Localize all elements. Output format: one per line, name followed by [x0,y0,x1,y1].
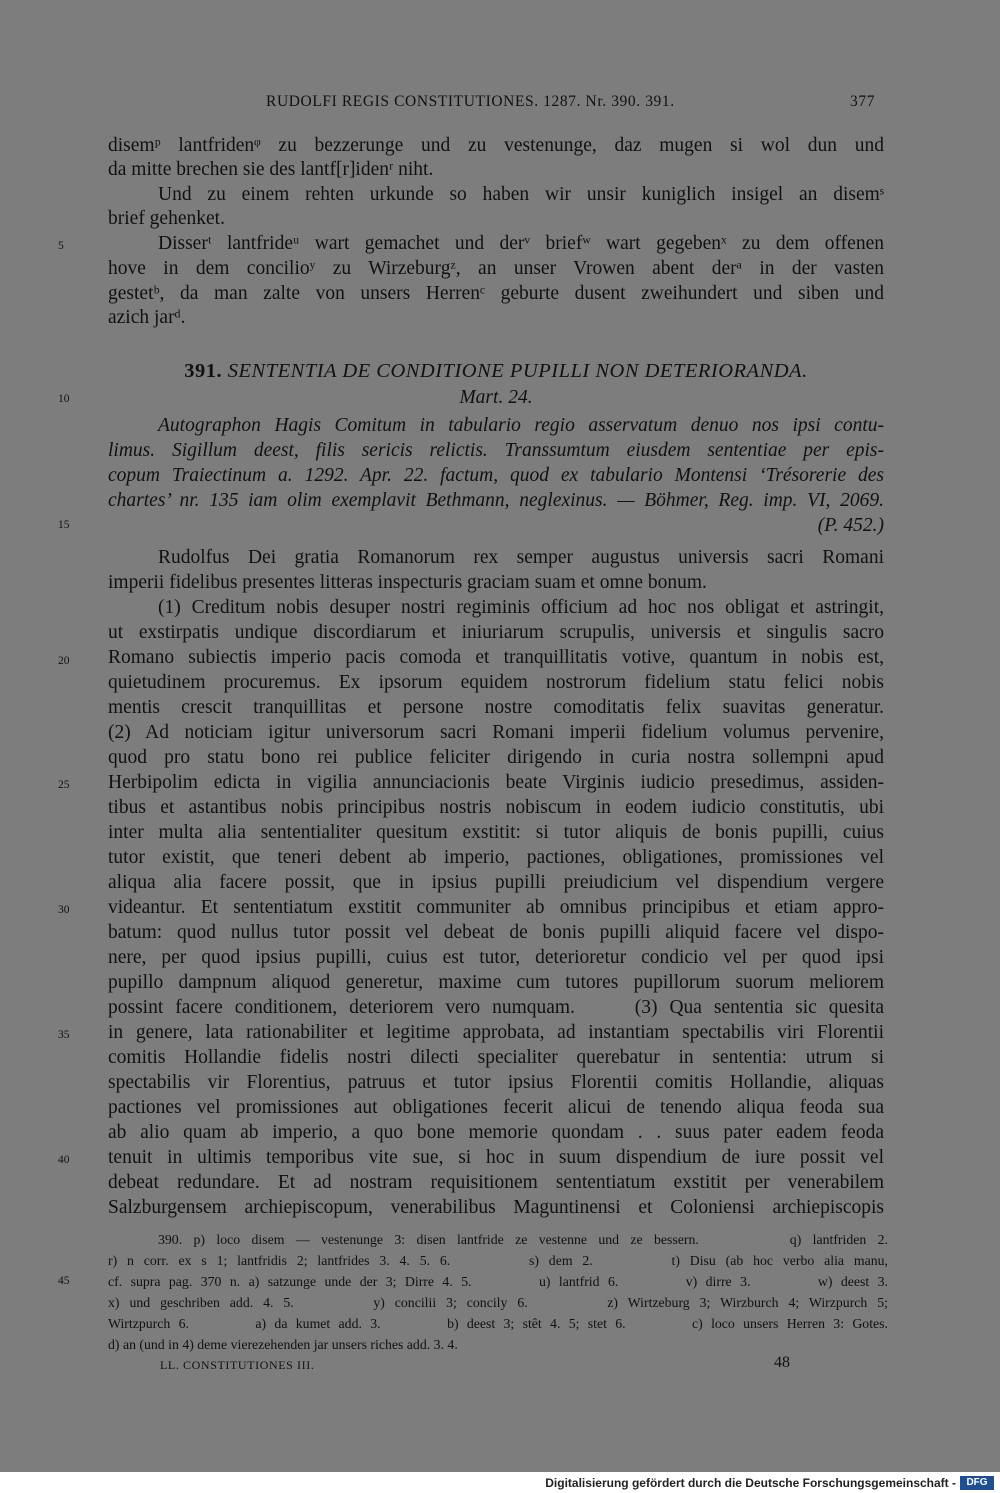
apparatus-line: limus. Sigillum deest, filis sericis relictis. Transsumtum eiusdem sententiae per epis- [108,440,884,461]
text-line: gestetᵇ, da man zalte von unsers Herrenᶜ geburte dusent zweihundert und siben und [108,283,884,304]
body-line: (1) Creditum nobis desuper nostri regiminis officium ad hoc nos obligat et astringit, [158,597,884,618]
body-line: aliqua alia facere possit, que in ipsius pupilli preiudicium vel dispendium vergere [108,872,884,893]
text-line: brief gehenket. [108,208,225,229]
margin-line-number: 45 [58,1275,70,1287]
apparatus-line: (P. 452.) [817,515,884,536]
sheet-number: 48 [774,1354,790,1371]
dfg-notice: Digitalisierung gefördert durch die Deutsche Forschungsgemeinschaft - [545,1476,956,1490]
margin-line-number: 10 [58,393,70,405]
body-line: debeat redundare. Et ad nostram requisitionem sententiatum exstitit per venerabilem [108,1172,884,1193]
footnote-line: Wirtzpurch 6. a) da kumet add. 3. b) deest 3; stêt 4. 5; stet 6. c) loco unsers Herren 3: Gotes. [108,1316,888,1331]
section-number: 391. [184,360,223,382]
body-line: inter multa alia sententialiter quesitum exstitit: si tutor aliquis de bonis pupilli, cuius [108,822,884,843]
body-line: spectabilis vir Florentius, patruus et tutor ipsius Florentii comitis Hollandie, aliquas [108,1072,884,1093]
signature-mark: LL. CONSTITUTIONES III. [160,1358,315,1372]
text-line: da mitte brechen sie des lantf[r]idenʳ niht. [108,159,434,180]
body-line: (2) Ad noticiam igitur universorum sacri Romani imperii fidelium volumus pervenire, [108,722,884,743]
margin-line-number: 25 [58,779,70,791]
section-heading [108,360,884,383]
dfg-logo-icon: DFG [960,1476,994,1490]
body-line: Salzburgensem archiepiscopum, venerabilibus Maguntinensi et Coloniensi archiepiscopis [108,1197,884,1218]
text-line: disemᵖ lantfridenᵠ zu bezzerunge und zu vestenunge, daz mugen si wol dun und [108,135,884,156]
body-line: tibus et astantibus nobis principibus nostris nobiscum in eodem iudicio constitutis, ubi [108,797,884,818]
margin-line-number: 35 [58,1029,70,1041]
body-line: pactiones vel promissiones aut obligationes fecerit alicui de tenendo aliqua feoda sua [108,1097,884,1118]
body-line: comitis Hollandie fidelis nostri dilecti specialiter querebatur in sententia: utrum si [108,1047,884,1068]
section-date: Mart. 24. [459,387,533,408]
page-number: 377 [850,93,876,110]
running-header [0,93,1000,117]
section-title: SENTENTIA DE CONDITIONE PUPILLI NON DETERIORANDA. [227,360,808,382]
text-line: Und zu einem rehten urkunde so haben wir unsir kuniglich insigel an disemˢ [158,184,884,205]
body-line: Romano subiectis imperio pacis comoda et tranquillitatis votive, quantum in nobis est, [108,647,884,668]
body-line: batum: quod nullus tutor possit vel debeat de bonis pupilli aliquid facere vel dispo- [108,922,884,943]
footnote-line: x) und geschriben add. 4. 5. y) concilii 3; concily 6. z) Wirtzeburg 3; Wirzburch 4; Wirzpurch 5; [108,1295,888,1310]
body-line: quietudinem procuremus. Ex ipsorum equidem nostrorum fidelium statu felici nobis [108,672,884,693]
footnote-line: 390. p) loco disem — vestenunge 3: disen lantfride ze vestenne und ze bessern. q) lantfriden 2. [158,1232,888,1247]
apparatus-line: Autographon Hagis Comitum in tabulario regio asservatum denuo nos ipsi contu- [158,415,884,436]
digitization-bar [0,1473,1000,1493]
margin-line-number: 20 [58,655,70,667]
text-line: Disserᵗ lantfrideᵘ wart gemachet und derᵛ briefʷ wart gegebenˣ zu dem offenen [158,233,884,254]
margin-line-number: 5 [58,240,64,252]
body-line: nere, per quod ipsius pupilli, cuius est tutor, deterioretur condicio vel per quod ipsi [108,947,884,968]
footnote-line: cf. supra pag. 370 n. a) satzunge unde der 3; Dirre 4. 5. u) lantfrid 6. v) dirre 3. w) deest 3. [108,1274,888,1289]
margin-line-number: 30 [58,904,70,916]
body-line: pupillo dampnum aliquod generetur, maxime cum tutores pupillorum suorum meliorem [108,972,884,993]
body-line: quod pro statu bono rei publice feliciter dirigendo in curia nostra sollempni apud [108,747,884,768]
body-line: in genere, lata rationabiliter et legitime approbata, ad instantiam spectabilis viri Florentii [108,1022,884,1043]
margin-line-number: 15 [58,519,70,531]
body-line: Rudolfus Dei gratia Romanorum rex semper augustus universis sacri Romani [158,547,884,568]
footnote-line: r) n corr. ex s 1; lantfridis 2; lantfrides 3. 4. 5. 6. s) dem 2. t) Disu (ab hoc verbo alia manu, [108,1253,888,1268]
text-line: hove in dem concilioʸ zu Wirzeburgᶻ, an unser Vrowen abent derᵃ in der vasten [108,258,884,279]
body-line: ab alio quam ab imperio, a quo bone memorie quondam . . suus pater eadem feoda [108,1122,884,1143]
apparatus-line: copum Traiectinum a. 1292. Apr. 22. factum, quod ex tabulario Montensi ‘Trésorerie des [108,465,884,486]
text-line: azich jarᵈ. [108,307,186,328]
body-line: tenuit in ultimis temporibus vite sue, si hoc in suum dispendium de iure possit vel [108,1147,884,1168]
footnote-line: d) an (und in 4) deme vierezehenden jar unsers riches add. 3. 4. [108,1337,458,1352]
body-line: possint facere conditionem, deteriorem vero numquam. (3) Qua sententia sic quesita [108,997,884,1018]
body-line: Herbipolim edicta in vigilia annunciacionis beate Virginis iudicio presedimus, assiden- [108,772,884,793]
body-line: mentis crescit tranquillitas et persone nostre comoditatis felix suavitas generatur. [108,697,884,718]
margin-line-number: 40 [58,1154,70,1166]
body-line: tutor existit, que teneri debent ab imperio, pactiones, obligationes, promissiones vel [108,847,884,868]
apparatus-line: chartes’ nr. 135 iam olim exemplavit Bethmann, neglexinus. — Böhmer, Reg. imp. VI, 2069. [108,490,884,511]
body-line: imperii fidelibus presentes litteras inspecturis graciam suam et omne bonum. [108,572,707,593]
running-title: RUDOLFI REGIS CONSTITUTIONES. 1287. Nr. 390. 391. [266,93,675,110]
body-line: ut exstirpatis undique discordiarum et iniuriarum scrupulis, universis et singulis sacro [108,622,884,643]
body-line: videantur. Et sententiatum exstitit communiter ab omnibus principibus et etiam appro- [108,897,884,918]
